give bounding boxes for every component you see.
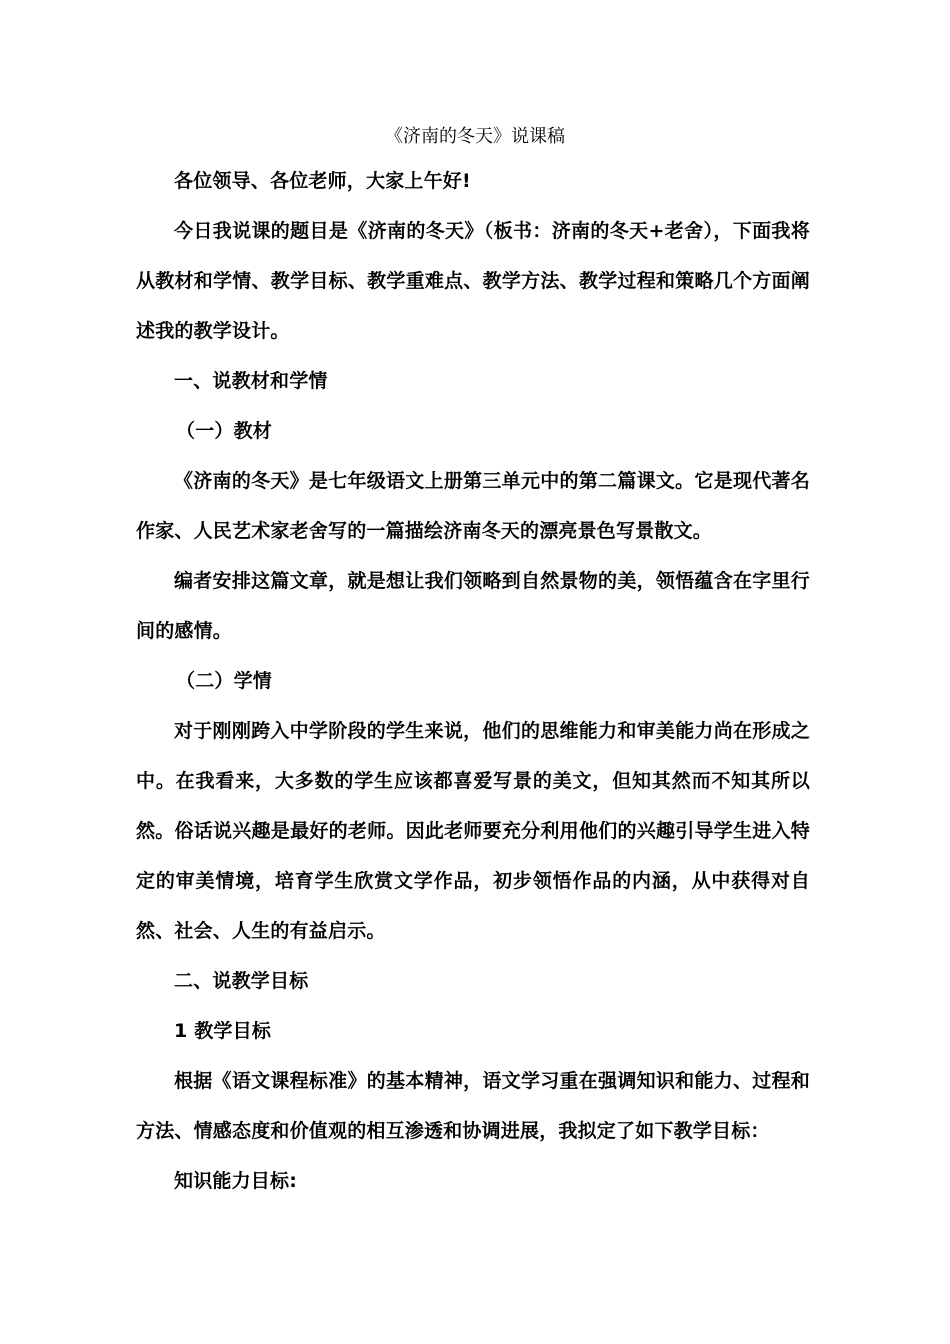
- subsection-heading-textbook: （一）教材: [176, 420, 273, 442]
- knowledge-ability-heading: 知识能力目标:: [174, 1170, 297, 1192]
- objectives-paragraph: 根据《语文课程标准》的基本精神，语文学习重在强调知识和能力、过程和方法、情感态度和价值观的相互渗透和协调进展，我拟定了如下教学目标：: [136, 1070, 810, 1142]
- textbook-paragraph: 《济南的冬天》是七年级语文上册第三单元中的第二篇课文。它是现代著名作家、人民艺术家老舍写的一篇描绘济南冬天的漂亮景色写景散文。: [136, 470, 810, 542]
- intro-paragraph: 今日我说课的题目是《济南的冬天》（板书：济南的冬天+老舍），下面我将从教材和学情、教学目标、教学重难点、教学方法、教学过程和策略几个方面阐述我的教学设计。: [136, 220, 810, 342]
- subsection-heading-teaching-objectives: 1 教学目标: [174, 1020, 272, 1042]
- editor-intent-paragraph: 编者安排这篇文章，就是想让我们领略到自然景物的美，领悟蕴含在字里行间的感情。: [136, 570, 810, 642]
- section-heading-materials: 一、说教材和学情: [174, 370, 328, 392]
- document-title: 《济南的冬天》说课稿: [385, 126, 565, 147]
- section-heading-objectives: 二、说教学目标: [174, 970, 309, 992]
- students-paragraph: 对于刚刚跨入中学阶段的学生来说，他们的思维能力和审美能力尚在形成之中。在我看来，大多数的学生应该都喜爱写景的美文，但知其然而不知其所以然。俗话说兴趣是最好的老师。因此老师要充分利用他们的兴趣引导学生进入特定的审美情境，培育学生欣赏文学作品，初步领悟作品的内涵，从中获得对自然、社会、人生的有益启示。: [136, 720, 810, 942]
- document-body: [136, 156, 810, 1206]
- subsection-heading-students: （二）学情: [176, 670, 273, 692]
- greeting-paragraph: 各位领导、各位老师，大家上午好!: [174, 170, 471, 192]
